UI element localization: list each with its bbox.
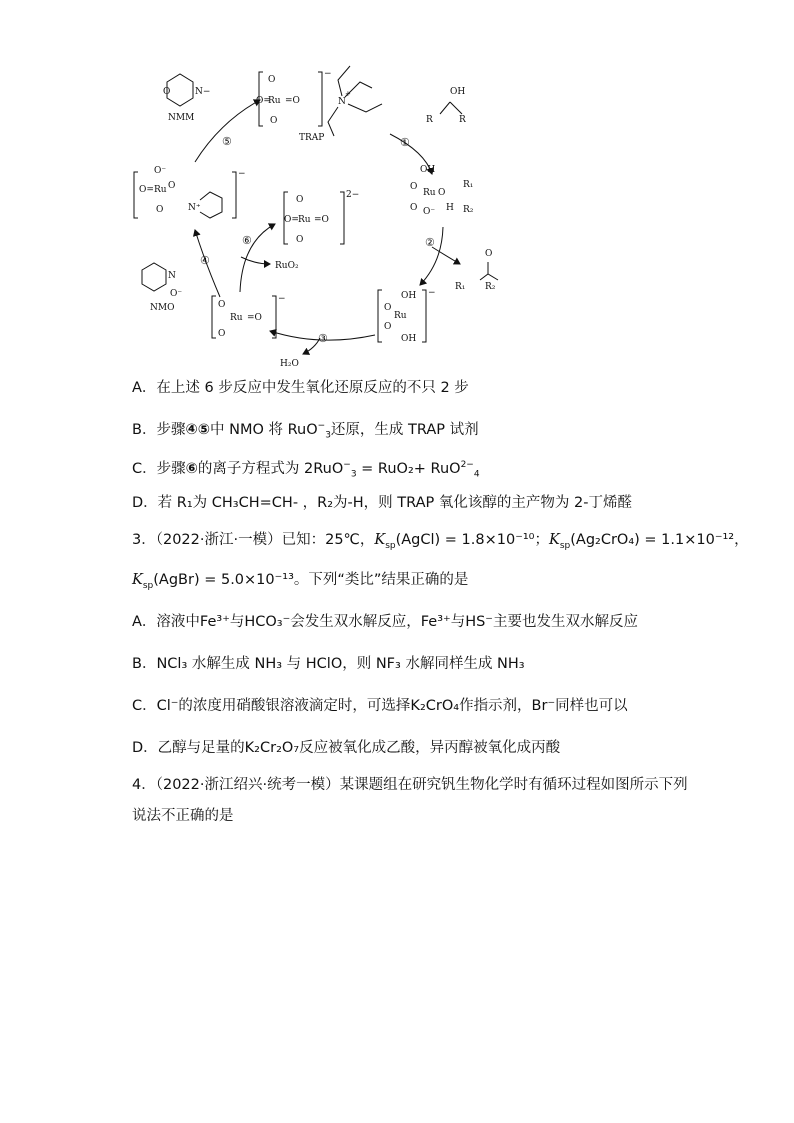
svg-text:O: O bbox=[410, 182, 418, 192]
label-alcohol-r1: R bbox=[426, 115, 433, 125]
option-2c: C．步骤⑥的离子方程式为 2RuO−$_3$ = RuO₂+ RuO$^{2-}_4$ bbox=[132, 460, 480, 480]
label-step1: ① bbox=[400, 136, 410, 149]
option-3d: D．乙醇与足量的K₂Cr₂O₇反应被氧化成乙酸，异丙醇被氧化成丙酸 bbox=[132, 740, 561, 756]
svg-text:R₁: R₁ bbox=[463, 180, 474, 190]
option-3a: A．溶液中Fe³⁺与HCO₃⁻会发生双水解反应，Fe³⁺与HS⁻主要也发生双水解反应 bbox=[132, 614, 638, 630]
question-3-header-cont: $K_{sp}(AgBr) = 5.0\times 10^{-13}$。下列“类比”结果正确的是 bbox=[132, 572, 469, 591]
svg-text:O⁻: O⁻ bbox=[423, 207, 436, 217]
svg-text:O⁻: O⁻ bbox=[154, 166, 167, 176]
svg-text:O=: O= bbox=[256, 96, 271, 106]
svg-text:O: O bbox=[410, 203, 418, 213]
svg-text:O: O bbox=[384, 303, 392, 313]
svg-text:O: O bbox=[485, 249, 493, 259]
label-step2: ② bbox=[425, 236, 435, 249]
svg-text:O: O bbox=[384, 322, 392, 332]
svg-text:N: N bbox=[168, 271, 176, 281]
label-water: H₂O bbox=[280, 359, 299, 369]
nmm-ring bbox=[167, 74, 193, 106]
svg-text:O: O bbox=[270, 116, 278, 126]
svg-text:O=: O= bbox=[284, 215, 299, 225]
option-3c: C．Cl⁻的浓度用硝酸银溶液滴定时，可选择K₂CrO₄作指示剂，Br⁻同样也可以 bbox=[132, 698, 628, 714]
svg-text:OH: OH bbox=[401, 334, 417, 344]
svg-text:O: O bbox=[268, 75, 276, 85]
label-alcohol-r2: R bbox=[459, 115, 466, 125]
label-trap: TRAP bbox=[299, 133, 325, 143]
svg-text:O⁻: O⁻ bbox=[170, 289, 183, 299]
label-step3: ③ bbox=[318, 332, 328, 345]
svg-text:=O: =O bbox=[314, 215, 329, 225]
catalytic-cycle-svg bbox=[120, 52, 540, 372]
svg-text:OH: OH bbox=[420, 165, 436, 175]
svg-text:Ru: Ru bbox=[298, 215, 311, 225]
svg-text:Ru: Ru bbox=[423, 188, 436, 198]
svg-text:O: O bbox=[438, 188, 446, 198]
svg-text:R₂: R₂ bbox=[485, 282, 496, 292]
label-nmo: NMO bbox=[150, 303, 175, 313]
question-4-line1: 4．（2022·浙江绍兴·统考一模）某课题组在研究钒生物化学时有循环过程如图所示下列 bbox=[132, 777, 688, 793]
label-step5: ⑤ bbox=[222, 135, 232, 148]
nmo-ring bbox=[142, 263, 166, 291]
svg-text:OH: OH bbox=[401, 291, 417, 301]
svg-text:−: − bbox=[324, 69, 332, 79]
option-3b: B．NCl₃ 水解生成 NH₃ 与 HClO，则 NF₃ 水解同样生成 NH₃ bbox=[132, 656, 525, 672]
label-ruo2: RuO₂ bbox=[275, 261, 299, 271]
label-trap-ru: Ru bbox=[268, 96, 281, 106]
svg-text:+: + bbox=[345, 90, 351, 98]
arrow-step5 bbox=[195, 100, 260, 162]
svg-text:O: O bbox=[218, 329, 226, 339]
label-step4: ④ bbox=[200, 254, 210, 267]
svg-text:H: H bbox=[446, 203, 454, 213]
svg-text:O: O bbox=[296, 235, 304, 245]
svg-text:O: O bbox=[218, 300, 226, 310]
label-alcohol-oh: OH bbox=[450, 87, 466, 97]
svg-text:N⁺: N⁺ bbox=[188, 203, 201, 213]
svg-text:R₂: R₂ bbox=[463, 205, 474, 215]
svg-text:N−: N− bbox=[195, 87, 211, 97]
option-2b: B．步骤④⑤中 NMO 将 RuO−$_3$还原，生成 TRAP 试剂 bbox=[132, 421, 479, 441]
svg-text:−: − bbox=[238, 169, 246, 179]
svg-text:Ru: Ru bbox=[154, 185, 167, 195]
svg-text:O: O bbox=[296, 195, 304, 205]
option-2d: D．若 R₁为 CH₃CH=CH- ，R₂为-H，则 TRAP 氧化该醇的主产物为 2-丁烯醛 bbox=[132, 495, 632, 511]
svg-text:R₁: R₁ bbox=[455, 282, 466, 292]
label-nmm: NMM bbox=[168, 113, 195, 123]
svg-text:Ru: Ru bbox=[394, 311, 407, 321]
svg-text:=O: =O bbox=[285, 96, 300, 106]
svg-text:O: O bbox=[156, 205, 164, 215]
option-2a: A．在上述 6 步反应中发生氧化还原反应的不只 2 步 bbox=[132, 380, 469, 396]
question-4-line2: 说法不正确的是 bbox=[132, 808, 234, 824]
question-3-header: 3．（2022·浙江·一模）已知：25℃，$K_{sp}(AgCl) = 1.8\times 10^{-10}$；$K_{sp}(Ag_2CrO_4) = 1.1\times 10^{-12}$， bbox=[132, 532, 749, 551]
svg-text:−: − bbox=[278, 294, 286, 304]
svg-text:O: O bbox=[163, 87, 171, 97]
svg-text:O=: O= bbox=[139, 185, 154, 195]
svg-text:=O: =O bbox=[247, 313, 262, 323]
svg-text:2−: 2− bbox=[346, 190, 360, 200]
label-step6: ⑥ bbox=[242, 234, 252, 247]
svg-text:N: N bbox=[338, 97, 346, 107]
catalytic-cycle-diagram bbox=[120, 52, 540, 372]
svg-text:Ru: Ru bbox=[230, 313, 243, 323]
svg-text:−: − bbox=[428, 288, 436, 298]
svg-text:O: O bbox=[168, 181, 176, 191]
